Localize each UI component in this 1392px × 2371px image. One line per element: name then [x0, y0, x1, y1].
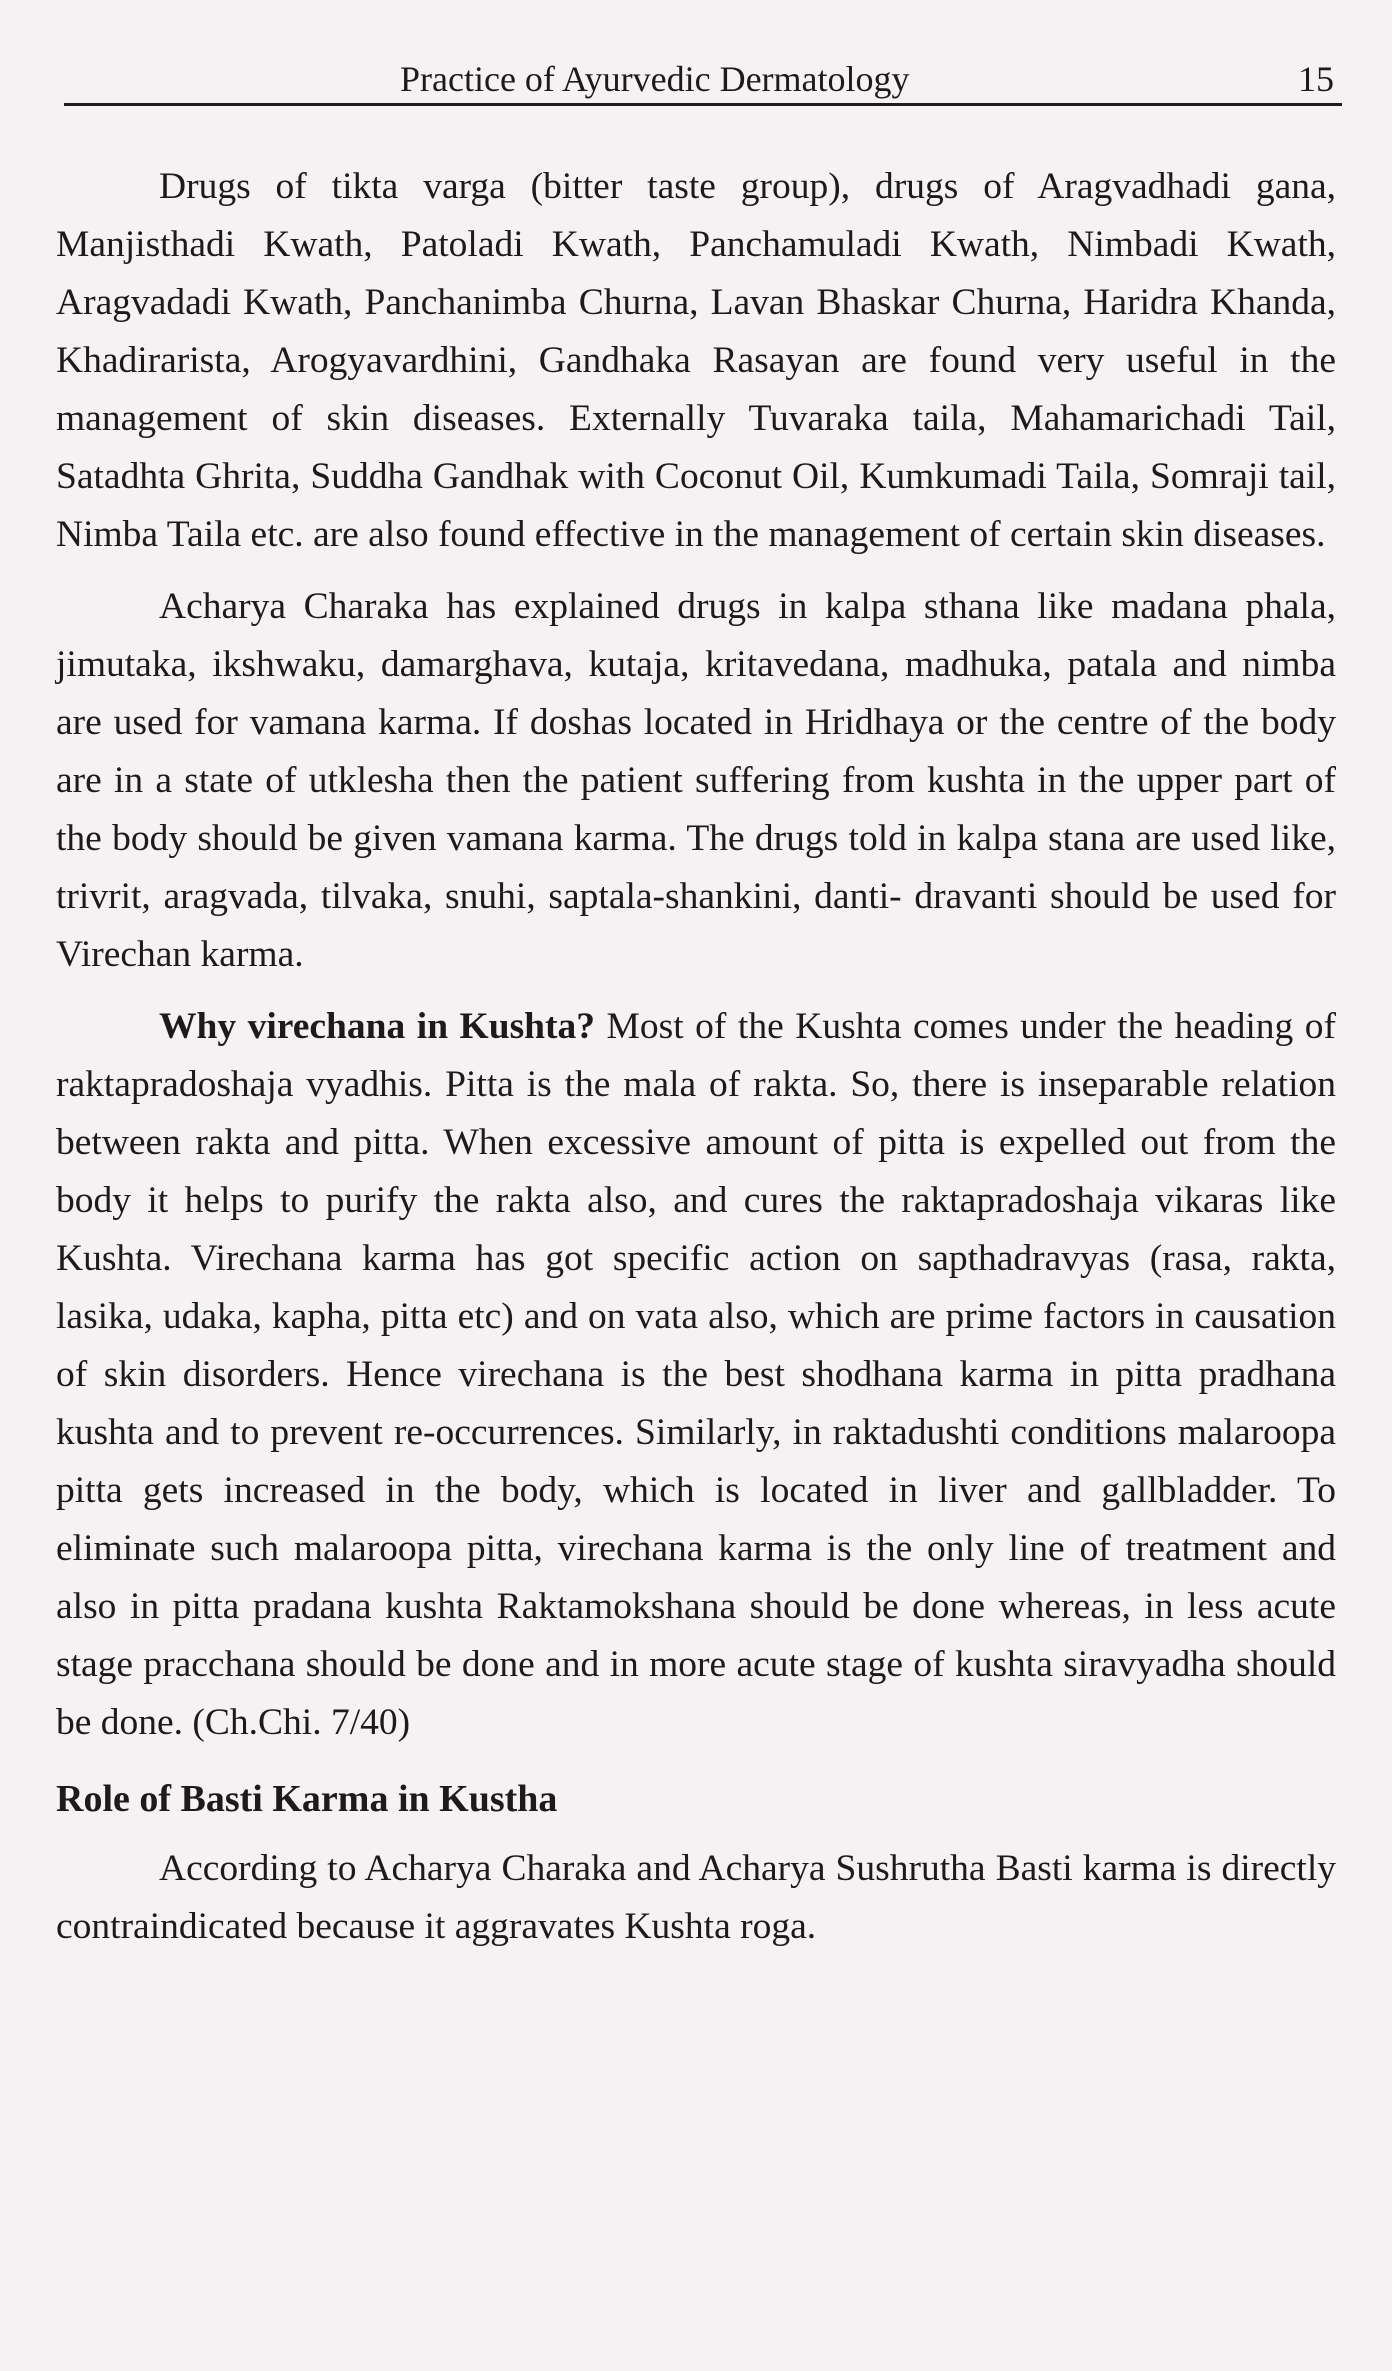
- paragraph-vamana-karma: Acharya Charaka has explained drugs in kalpa sthana like madana phala, jimutaka, ikshwaku, damarghava, kutaja, kritavedana, madhuka, patala and nimba are used for vamana karma. If doshas located in Hridhaya or the centre of the body are in a state of utklesha then the patient suffering from kushta in the upper part of the body should be given vamana karma. The drugs told in kalpa stana are used like, trivrit, aragvada, tilvaka, snuhi, saptala-shankini, danti- dravanti should be used for Virechan karma.: [56, 586, 1336, 975]
- section-heading: Role of Basti Karma in Kustha: [56, 1778, 558, 1820]
- paragraph-basti-karma: According to Acharya Charaka and Acharya Sushrutha Basti karma is directly contraindicated because it aggravates Kushta roga.: [56, 1848, 1336, 1947]
- page-body: [56, 158, 1336, 1956]
- paragraph-body-text: Most of the Kushta comes under the heading of raktapradoshaja vyadhis. Pitta is the mala of rakta. So, there is inseparable relation between rakta and pitta. When excessive amount of pitta is expelled out from the body it helps to purify the rakta also, and cures the raktapradoshaja vikaras like Kushta. Virechana karma has got specific action on sapthadravyas (rasa, rakta, lasika, udaka, kapha, pitta etc) and on vata also, which are prime factors in causation of skin disorders. Hence virechana is the best shodhana karma in pitta pradhana kushta and to prevent re-occurrences. Similarly, in raktadushti conditions malaroopa pitta gets increased in the body, which is located in liver and gallbladder. To eliminate such malaroopa pitta, virechana karma is the only line of treatment and also in pitta pradana kushta Raktamokshana should be done whereas, in less acute stage pracchana should be done and in more acute stage of kushta siravyadha should be done. (Ch.Chi. 7/40): [56, 1006, 1336, 1743]
- running-header: [62, 52, 1342, 108]
- paragraph-lead-heading: Why virechana in Kushta?: [159, 1006, 596, 1047]
- paragraph-why-virechana: [56, 998, 1336, 1752]
- header-rule: [64, 103, 1342, 106]
- page-number: 15: [1298, 59, 1334, 99]
- running-header-title: Practice of Ayurvedic Dermatology: [400, 59, 910, 99]
- paragraph-tikta-drugs: Drugs of tikta varga (bitter taste group), drugs of Aragvadhadi gana, Manjisthadi Kwath, Patoladi Kwath, Panchamuladi Kwath, Nimbadi Kwath, Aragvadadi Kwath, Panchanimba Churna, Lavan Bhaskar Churna, Haridra Khanda, Khadirarista, Arogyavardhini, Gandhaka Rasayan are found very useful in the management of skin diseases. Externally Tuvaraka taila, Mahamarichadi Tail, Satadhta Ghrita, Suddha Gandhak with Coconut Oil, Kumkumadi Taila, Somraji tail, Nimba Taila etc. are also found effective in the management of certain skin diseases.: [56, 166, 1336, 555]
